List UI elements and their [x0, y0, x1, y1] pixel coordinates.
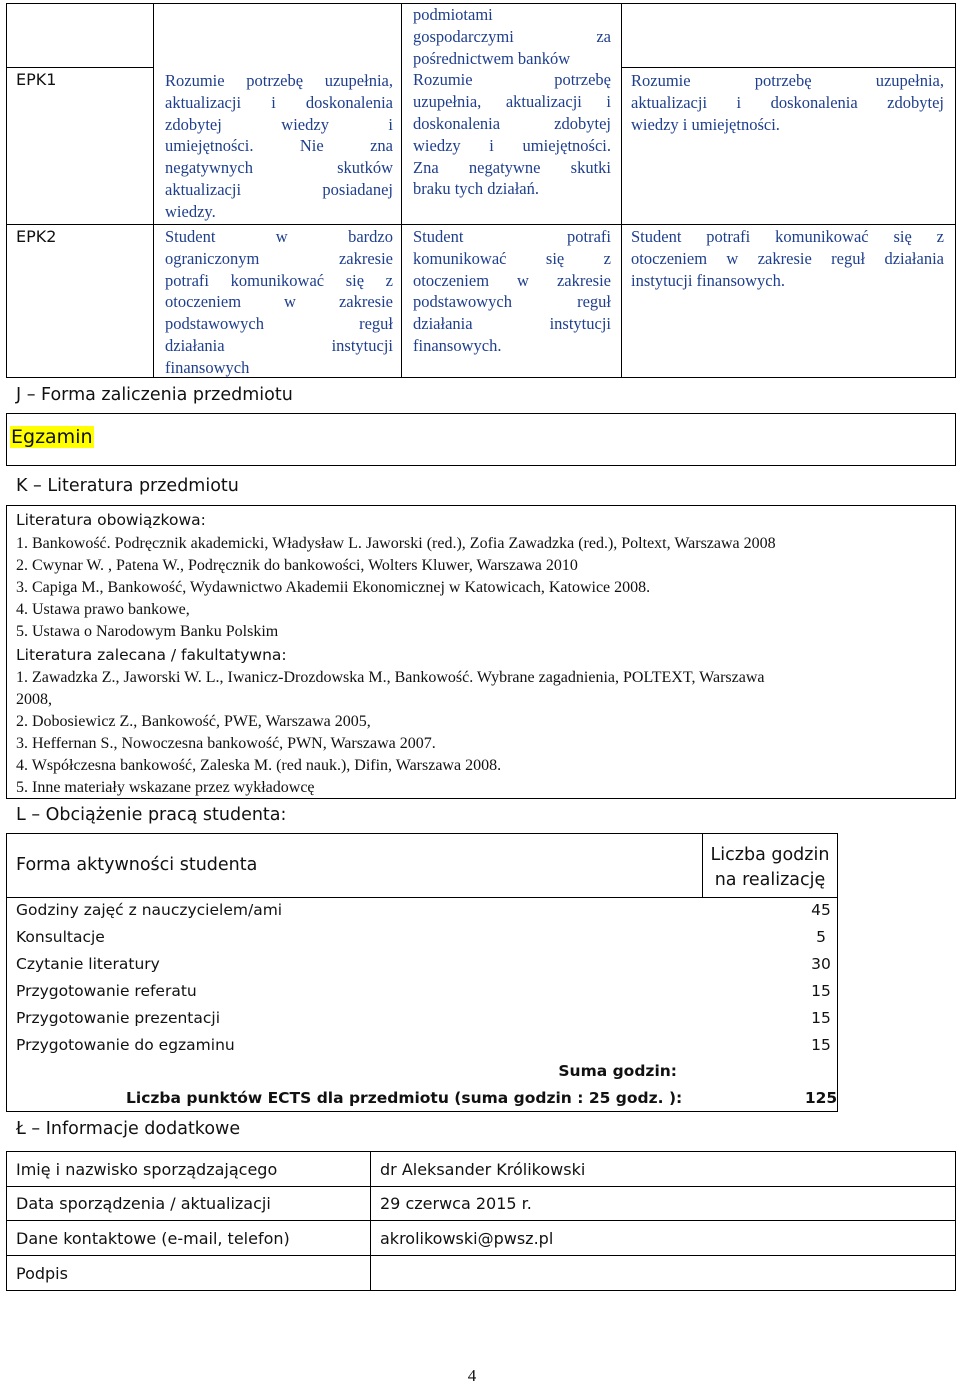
epk2-grade-low: Student w bardzo ograniczonym zakresie potrafi komunikować się z otoczeniem w zakresie podstawowych reguł działania instytucji finansowych — [165, 227, 393, 377]
list-item: 1. Bankowość. Podręcznik akademicki, Władysław L. Jaworski (red.), Zofia Zawadzka (red.), Poltext, Warszawa 2008 — [16, 535, 776, 552]
ects-value: 125 — [804, 1089, 838, 1107]
contact-email: akrolikowski@pwsz.pl — [380, 1229, 554, 1248]
exam-form-value: Egzamin — [11, 426, 93, 448]
section-additional-info-heading: Ł – Informacje dodatkowe — [16, 1119, 241, 1139]
list-item: 2008, — [16, 691, 52, 708]
list-item: 1. Zawadzka Z., Jaworski W. L., Iwanicz-Drozdowska M., Bankowość. Wybrane zagadnienia, POLTEXT, Warszawa — [16, 669, 765, 686]
list-item: 3. Capiga M., Bankowość, Wydawnictwo Akademii Ekonomicznej w Katowicach, Katowice 2008. — [16, 579, 651, 596]
optional-literature-list — [16, 667, 765, 799]
ects-label: Liczba punktów ECTS dla przedmiotu (suma godzin : 25 godz. ): — [126, 1089, 683, 1107]
list-item: 3. Heffernan S., Nowoczesna bankowość, PWN, Warszawa 2007. — [16, 735, 436, 752]
epk2-code: EPK2 — [16, 227, 57, 246]
section-l-heading: L – Obciążenie pracą studenta: — [16, 805, 287, 825]
epk1-grade-low: Rozumie potrzebę uzupełnia, aktualizacji i doskonalenia zdobytej wiedzy i umiejętności. Nie zna negatywnych skutków aktualizacji posiadanej wiedzy. — [165, 71, 393, 221]
epk1-grade-mid: podmiotami gospodarczymi za pośrednictwem banków Rozumie potrzebę uzupełnia, aktualizacji i doskonalenia zdobytej wiedzy i umiejętności. Zna negatywne skutki braku tych działań. — [413, 5, 611, 199]
list-item: 2. Dobosiewicz Z., Bankowość, PWE, Warszawa 2005, — [16, 713, 371, 730]
epk1-grade-high: Rozumie potrzebę uzupełnia, aktualizacji i doskonalenia zdobytej wiedzy i umiejętności. — [631, 71, 944, 134]
section-k-heading: K – Literatura przedmiotu — [16, 476, 239, 496]
required-literature-list — [16, 533, 776, 643]
epk1-code: EPK1 — [16, 70, 57, 89]
activity-column-header: Forma aktywności studenta — [16, 855, 258, 875]
list-item: 2. Cwynar W. , Patena W., Podręcznik do bankowości, Wolters Kluwer, Warszawa 2010 — [16, 557, 578, 574]
list-item: 4. Ustawa prawo bankowe, — [16, 601, 190, 618]
hours-column-header: Liczba godzin na realizację — [710, 845, 830, 890]
list-item: 5. Ustawa o Narodowym Banku Polskim — [16, 623, 279, 640]
epk2-grade-mid: Student potrafi komunikować się z otoczeniem w zakresie podstawowych reguł działania instytucji finansowych. — [413, 227, 611, 355]
required-literature-heading: Literatura obowiązkowa: — [16, 511, 206, 529]
page-number: 4 — [467, 1366, 477, 1385]
section-j-heading: J – Forma zaliczenia przedmiotu — [16, 385, 293, 405]
optional-literature-heading: Literatura zalecana / fakultatywna: — [16, 646, 287, 664]
list-item: 5. Inne materiały wskazane przez wykładowcę — [16, 779, 315, 796]
epk2-grade-high: Student potrafi komunikować się z otoczeniem w zakresie reguł działania instytucji finansowych. — [631, 227, 944, 290]
list-item: 4. Współczesna bankowość, Zaleska M. (red nauk.), Difin, Warszawa 2008. — [16, 757, 502, 774]
sum-hours-label: Suma godzin: — [558, 1062, 677, 1080]
